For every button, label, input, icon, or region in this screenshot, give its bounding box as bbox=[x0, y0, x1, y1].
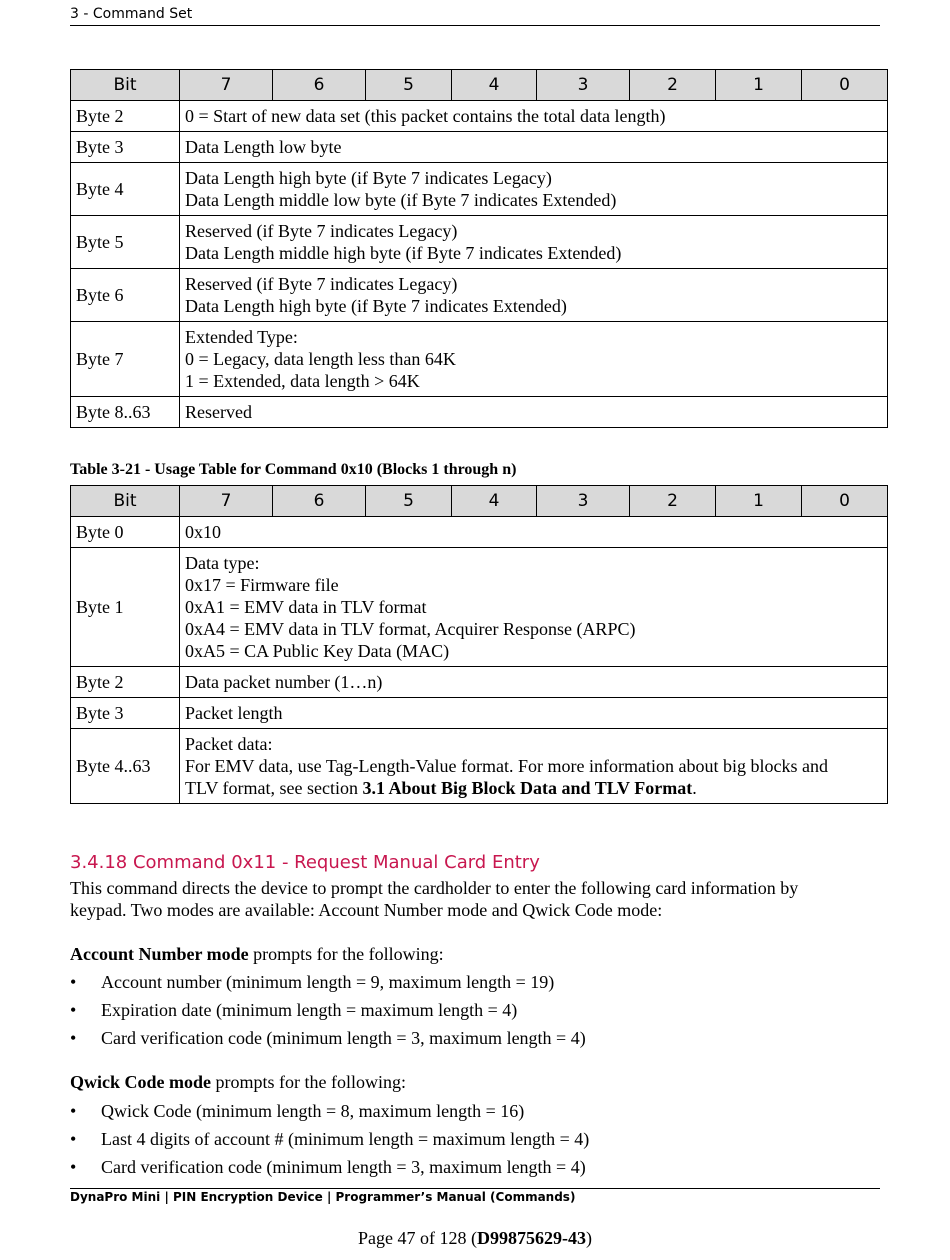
description-line bbox=[185, 777, 882, 799]
intro-line: This command directs the device to prompt the cardholder to enter the following card information by bbox=[70, 878, 799, 898]
table-row bbox=[71, 269, 888, 322]
bit-7-header: 7 bbox=[180, 486, 273, 517]
running-header: 3 - Command Set bbox=[70, 6, 880, 26]
table-row bbox=[71, 548, 888, 667]
byte-label: Byte 2 bbox=[71, 667, 180, 698]
description-line: Reserved bbox=[185, 402, 252, 422]
bit-0-header: 0 bbox=[802, 70, 888, 101]
description-text: TLV format, see section bbox=[185, 778, 363, 798]
table-row bbox=[71, 729, 888, 804]
section-reference-link[interactable]: 3.1 About Big Block Data and TLV Format bbox=[362, 778, 693, 798]
usage-table-blocks-1-n bbox=[70, 485, 888, 804]
description-text: . bbox=[692, 778, 697, 798]
byte-description bbox=[180, 132, 888, 163]
footer-rule bbox=[70, 1188, 880, 1189]
byte-description bbox=[180, 397, 888, 428]
description-line: 0x10 bbox=[185, 522, 221, 542]
account-mode-label: Account Number mode bbox=[70, 944, 249, 964]
bit-4-header: 4 bbox=[452, 70, 537, 101]
section-heading: 3.4.18 Command 0x11 - Request Manual Card Entry bbox=[70, 852, 540, 873]
byte-label: Byte 6 bbox=[71, 269, 180, 322]
bit-5-header: 5 bbox=[366, 70, 452, 101]
usage-table-block0 bbox=[70, 69, 888, 428]
byte-label: Byte 7 bbox=[71, 322, 180, 397]
bit-6-header: 6 bbox=[273, 70, 366, 101]
account-mode-text: prompts for the following: bbox=[248, 944, 444, 964]
account-mode-paragraph bbox=[70, 943, 880, 965]
table-row bbox=[71, 517, 888, 548]
description-line: Data Length high byte (if Byte 7 indicates Legacy) bbox=[185, 168, 552, 188]
description-line: Data Length middle high byte (if Byte 7 indicates Extended) bbox=[185, 243, 622, 263]
description-line: Reserved (if Byte 7 indicates Legacy) bbox=[185, 221, 458, 241]
byte-description bbox=[180, 322, 888, 397]
byte-label: Byte 5 bbox=[71, 216, 180, 269]
bit-1-header: 1 bbox=[716, 486, 802, 517]
description-line: Data Length high byte (if Byte 7 indicates Extended) bbox=[185, 296, 567, 316]
table-row bbox=[71, 667, 888, 698]
account-mode-list bbox=[70, 971, 880, 1055]
bit-2-header: 2 bbox=[630, 70, 716, 101]
doc-number: D99875629-43 bbox=[476, 1228, 586, 1248]
byte-label: Byte 1 bbox=[71, 548, 180, 667]
description-line: 1 = Extended, data length > 64K bbox=[185, 371, 420, 391]
byte-label: Byte 3 bbox=[71, 132, 180, 163]
qwick-mode-text: prompts for the following: bbox=[211, 1072, 406, 1092]
bit-header-label: Bit bbox=[71, 486, 180, 517]
list-item: • Expiration date (minimum length = maximum length = 4) bbox=[70, 999, 880, 1027]
table-row bbox=[71, 397, 888, 428]
description-line: Data Length middle low byte (if Byte 7 indicates Extended) bbox=[185, 190, 617, 210]
qwick-mode-paragraph bbox=[70, 1071, 880, 1093]
page-number-prefix: Page 47 of 128 ( bbox=[358, 1228, 477, 1248]
description-line: Packet data: bbox=[185, 734, 273, 754]
bit-3-header: 3 bbox=[537, 70, 630, 101]
table-caption: Table 3-21 - Usage Table for Command 0x10 (Blocks 1 through n) bbox=[70, 461, 517, 478]
description-line: Reserved (if Byte 7 indicates Legacy) bbox=[185, 274, 458, 294]
footer-doc-title: DynaPro Mini | PIN Encryption Device | Programmer’s Manual (Commands) bbox=[70, 1190, 576, 1204]
table-row bbox=[71, 132, 888, 163]
byte-description bbox=[180, 517, 888, 548]
byte-description bbox=[180, 101, 888, 132]
list-item: • Qwick Code (minimum length = 8, maximum length = 16) bbox=[70, 1100, 880, 1128]
bit-7-header: 7 bbox=[180, 70, 273, 101]
bit-2-header: 2 bbox=[630, 486, 716, 517]
bit-header-row bbox=[71, 70, 888, 101]
description-line: For EMV data, use Tag-Length-Value format. For more information about big blocks and bbox=[185, 756, 828, 776]
byte-label: Byte 3 bbox=[71, 698, 180, 729]
list-item: • Account number (minimum length = 9, maximum length = 19) bbox=[70, 971, 880, 999]
list-item: • Card verification code (minimum length = 3, maximum length = 4) bbox=[70, 1156, 880, 1184]
byte-label: Byte 2 bbox=[71, 101, 180, 132]
byte-label: Byte 4..63 bbox=[71, 729, 180, 804]
byte-description bbox=[180, 163, 888, 216]
table-row bbox=[71, 163, 888, 216]
list-item: • Last 4 digits of account # (minimum length = maximum length = 4) bbox=[70, 1128, 880, 1156]
bit-5-header: 5 bbox=[366, 486, 452, 517]
description-line: Packet length bbox=[185, 703, 283, 723]
byte-description bbox=[180, 698, 888, 729]
description-line: Data type: bbox=[185, 553, 260, 573]
page-number bbox=[0, 1228, 950, 1249]
description-line: 0x17 = Firmware file bbox=[185, 575, 339, 595]
table-row bbox=[71, 698, 888, 729]
description-line: 0 = Start of new data set (this packet contains the total data length) bbox=[185, 106, 666, 126]
description-line: 0 = Legacy, data length less than 64K bbox=[185, 349, 456, 369]
description-line: 0xA4 = EMV data in TLV format, Acquirer Response (ARPC) bbox=[185, 619, 636, 639]
byte-description bbox=[180, 269, 888, 322]
byte-label: Byte 4 bbox=[71, 163, 180, 216]
intro-paragraph bbox=[70, 877, 880, 921]
description-line: 0xA5 = CA Public Key Data (MAC) bbox=[185, 641, 450, 661]
description-line: Data packet number (1…n) bbox=[185, 672, 383, 692]
bit-header-row bbox=[71, 486, 888, 517]
table-row bbox=[71, 322, 888, 397]
bit-4-header: 4 bbox=[452, 486, 537, 517]
byte-description bbox=[180, 548, 888, 667]
byte-description bbox=[180, 216, 888, 269]
bit-header-label: Bit bbox=[71, 70, 180, 101]
description-line: 0xA1 = EMV data in TLV format bbox=[185, 597, 427, 617]
byte-description bbox=[180, 729, 888, 804]
byte-description bbox=[180, 667, 888, 698]
list-item: • Card verification code (minimum length = 3, maximum length = 4) bbox=[70, 1027, 880, 1055]
table-row bbox=[71, 216, 888, 269]
bit-3-header: 3 bbox=[537, 486, 630, 517]
qwick-mode-list bbox=[70, 1100, 880, 1184]
description-line: Extended Type: bbox=[185, 327, 298, 347]
description-line: Data Length low byte bbox=[185, 137, 342, 157]
byte-label: Byte 0 bbox=[71, 517, 180, 548]
table-row bbox=[71, 101, 888, 132]
bit-0-header: 0 bbox=[802, 486, 888, 517]
intro-line: keypad. Two modes are available: Account Number mode and Qwick Code mode: bbox=[70, 900, 663, 920]
page-number-suffix: ) bbox=[585, 1228, 592, 1248]
byte-label: Byte 8..63 bbox=[71, 397, 180, 428]
bit-6-header: 6 bbox=[273, 486, 366, 517]
bit-1-header: 1 bbox=[716, 70, 802, 101]
qwick-mode-label: Qwick Code mode bbox=[70, 1072, 211, 1092]
